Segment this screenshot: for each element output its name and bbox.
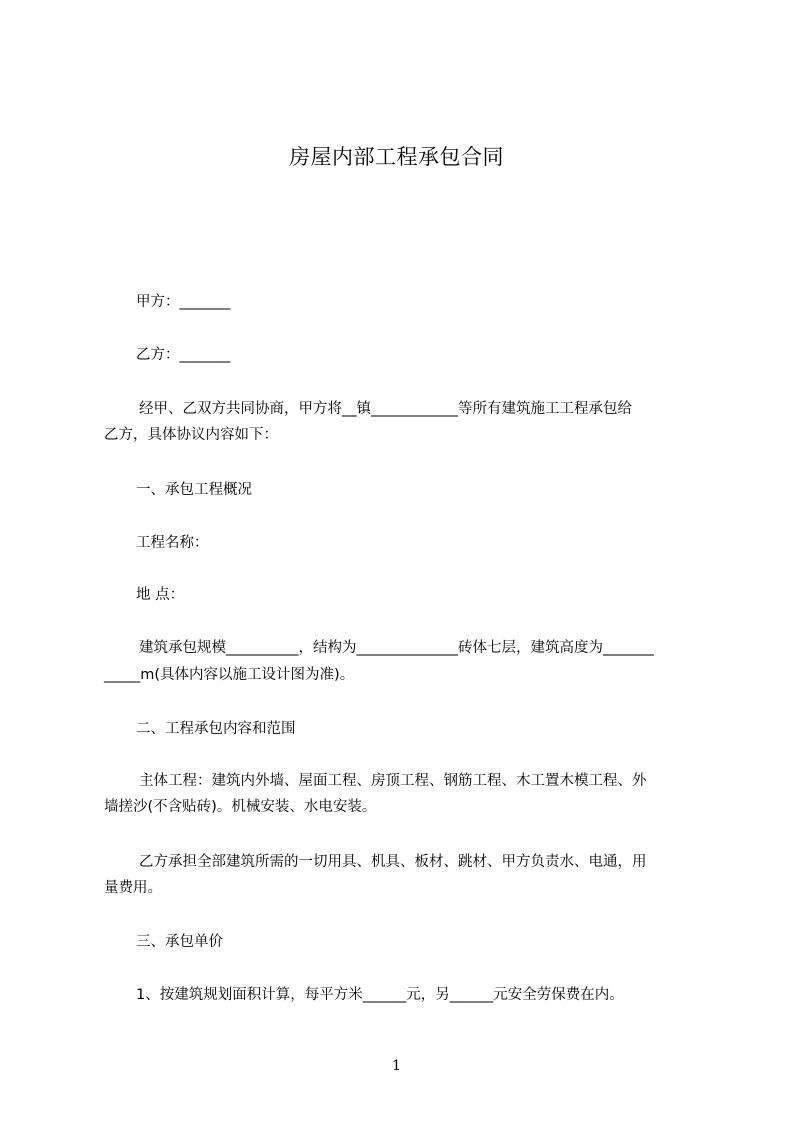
party-b-duty-line-2: 量费用。 [104,880,162,896]
main-work-line-2: 墙搓沙(不含贴砖)。机械安装、水电安装。 [104,799,377,815]
document-title: 房屋内部工程承包合同 [289,145,504,169]
scale-paragraph-line-2: _____m(具体内容以施工设计图为准)。 [104,667,355,683]
intro-paragraph-line-1: 经甲、乙双方共同协商，甲方将__镇____________等所有建筑施工工程承包给 [139,401,632,417]
unit-price-item-1: 1、按建筑规划面积计算，每平方米______元，另______元安全劳保费在内。 [136,987,624,1003]
party-a-line: 甲方：_______ [136,294,231,310]
page-number: 1 [392,1058,401,1074]
section-3-heading: 三、承包单价 [136,934,223,950]
scale-paragraph-line-1: 建筑承包规模__________，结构为______________砖体七层，建筑高度为_______ [139,640,654,656]
location-line: 地 点： [136,587,185,603]
party-b-line: 乙方：_______ [136,347,231,363]
party-b-duty-line-1: 乙方承担全部建筑所需的一切用具、机具、板材、跳材、甲方负责水、电通，用 [139,854,647,870]
project-name-line: 工程名称： [136,535,209,551]
main-work-line-1: 主体工程：建筑内外墙、屋面工程、房顶工程、钢筋工程、木工置木模工程、外 [139,773,647,789]
section-2-heading: 二、工程承包内容和范围 [136,721,296,737]
section-1-heading: 一、承包工程概况 [136,482,252,498]
intro-paragraph-line-2: 乙方，具体协议内容如下： [104,427,278,443]
